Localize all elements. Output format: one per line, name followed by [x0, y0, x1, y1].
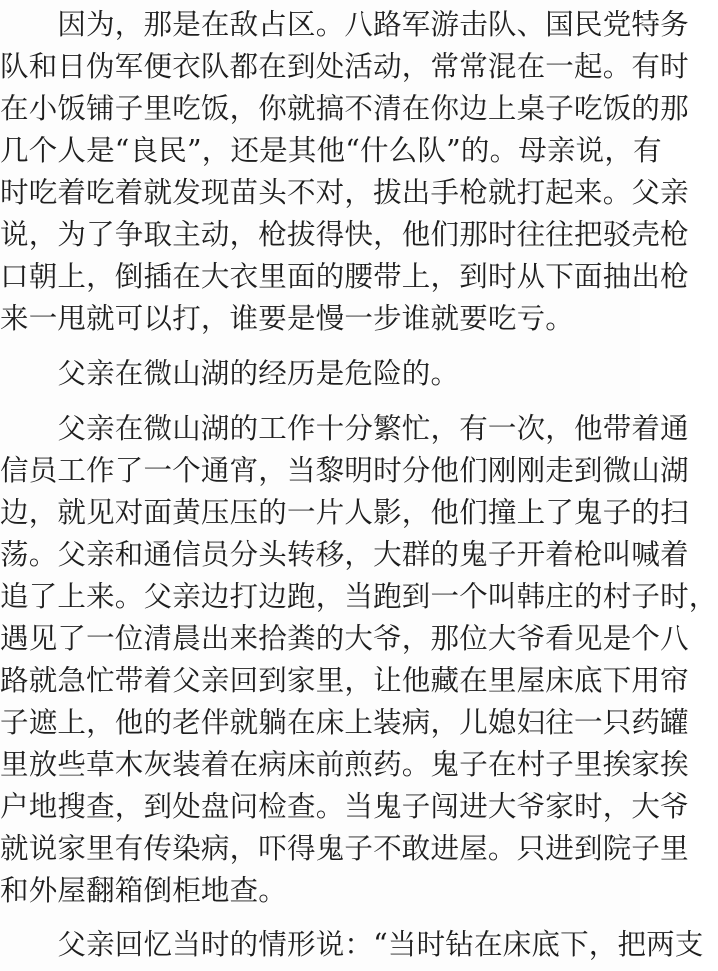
text-line: 边，就见对面黄压压的一片人影，他们撞上了鬼子的扫: [0, 496, 689, 529]
text-line: 里放些草木灰装着在病床前煎药。鬼子在村子里挨家挨: [0, 748, 689, 781]
text-line: 户地搜查，到处盘问检查。当鬼子闯进大爷家时，大爷: [0, 790, 689, 823]
text-line: 几个人是“良民”，还是其他“什么队”的。母亲说，有: [0, 134, 662, 167]
text-line: 父亲在微山湖的工作十分繁忙，有一次，他带着通: [0, 412, 689, 445]
text-line: 因为，那是在敌占区。八路军游击队、国民党特务: [0, 8, 689, 41]
text-line: 遇见了一位清晨出来拾粪的大爷，那位大爷看见是个八: [0, 622, 689, 655]
text-line: 子遮上，他的老伴就躺在床上装病，儿媳妇往一只药罐: [0, 706, 689, 739]
text-line: 就说家里有传染病，吓得鬼子不敢进屋。只进到院子里: [0, 832, 689, 865]
text-line: 说，为了争取主动，枪拔得快，他们那时往往把驳壳枪: [0, 218, 689, 251]
text-line: 荡。父亲和通信员分头转移，大群的鬼子开着枪叫喊着: [0, 538, 689, 571]
text-line: 路就急忙带着父亲回到家里，让他藏在里屋床底下用帘: [0, 664, 689, 697]
text-line: 父亲回忆当时的情形说：“当时钻在床底下，把两支: [0, 928, 704, 961]
text-line: 父亲在微山湖的经历是危险的。: [0, 357, 460, 390]
text-line: 时吃着吃着就发现苗头不对，拔出手枪就打起来。父亲: [0, 176, 689, 209]
text-line: 信员工作了一个通宵，当黎明时分他们刚刚走到微山湖: [0, 454, 689, 487]
text-line: 在小饭铺子里吃饭，你就搞不清在你边上桌子吃饭的那: [0, 92, 689, 125]
text-line: 队和日伪军便衣队都在到处活动，常常混在一起。有时: [0, 50, 689, 83]
text-line: 追了上来。父亲边打边跑，当跑到一个叫韩庄的村子时，: [0, 580, 718, 613]
text-line: 口朝上，倒插在大衣里面的腰带上，到时从下面抽出枪: [0, 260, 689, 293]
text-line: 和外屋翻箱倒柜地查。: [0, 874, 288, 907]
text-line: 来一甩就可以打，谁要是慢一步谁就要吃亏。: [0, 302, 575, 335]
